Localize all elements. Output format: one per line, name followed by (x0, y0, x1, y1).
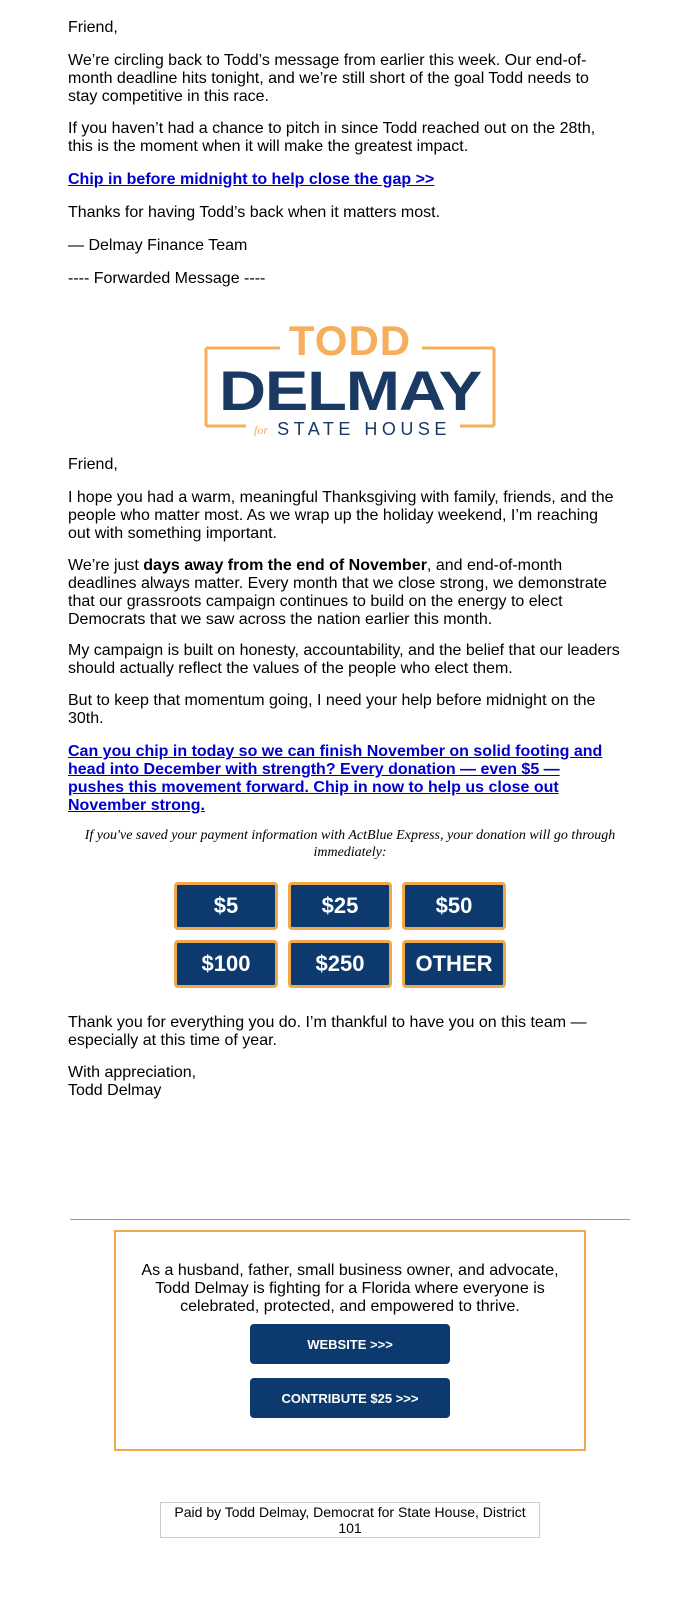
intro-cta-paragraph (68, 171, 628, 189)
letter-paragraph-4: But to keep that momentum going, I need your help before midnight on the 30th. (68, 692, 596, 727)
donate-other-button[interactable]: OTHER (402, 940, 506, 988)
logo-office: STATE HOUSE (277, 419, 451, 439)
website-button[interactable]: WEBSITE >>> (250, 1324, 450, 1364)
paid-for-by-text: Paid by Todd Delmay, Democrat for State House, District 101 (160, 1502, 540, 1538)
donate-250-button[interactable]: $250 (288, 940, 392, 988)
intro-thanks: Thanks for having Todd’s back when it matters most. (68, 204, 441, 221)
forwarded-message-divider: ---- Forwarded Message ---- (68, 270, 266, 287)
contribute-25-button[interactable]: CONTRIBUTE $25 >>> (250, 1378, 450, 1418)
actblue-express-disclaimer: If you've saved your payment information with ActBlue Express, your donation will go through immediately: (84, 828, 616, 860)
donate-25-button[interactable]: $25 (288, 882, 392, 930)
letter-sign-name: Todd Delmay (68, 1082, 162, 1099)
letter-cta-paragraph (68, 743, 613, 815)
donate-50-button[interactable]: $50 (402, 882, 506, 930)
letter-paragraph-3: My campaign is built on honesty, accountability, and the belief that our leaders should actually reflect the values of the people who elect them. (68, 642, 620, 677)
paid-for-by-disclaimer (160, 1502, 540, 1538)
letter-paragraph-2-end: , and end-of-month deadlines always matter. Every month that we close strong, we demonstrate that our grassroots campaign continues to build on the energy to elect Democrats that we saw across the nation earlier this month. (68, 557, 607, 628)
footer-bio-text: As a husband, father, small business owner, and advocate, Todd Delmay is fighting for a Florida where everyone is celebrated, protected, and empowered to thrive. (141, 1262, 559, 1315)
letter-paragraph-2-bold: days away from the end of November (143, 557, 427, 574)
intro-cta-link[interactable]: Chip in before midnight to help close the gap >> (68, 171, 435, 188)
logo-for-word: for (254, 423, 269, 437)
letter-sign-off: With appreciation, (68, 1064, 197, 1081)
intro-greeting: Friend, (68, 19, 118, 36)
letter-paragraph-2-start: We’re just (68, 557, 144, 574)
donate-5-button[interactable]: $5 (174, 882, 278, 930)
logo-first-name: TODD (288, 322, 412, 364)
letter-closing-paragraph: Thank you for everything you do. I’m thankful to have you on this team — especially at this time of year. (68, 1014, 587, 1049)
logo-last-name: DELMAY (219, 359, 482, 422)
letter-cta-link[interactable]: Can you chip in today so we can finish November on solid footing and head into December with strength? Every donation — even $5 — pushes this movement forward. Chip in now to help us close out November strong. (68, 743, 603, 814)
donate-100-button[interactable]: $100 (174, 940, 278, 988)
campaign-logo-graphic (204, 322, 496, 444)
footer-bio-box (114, 1230, 586, 1451)
letter-paragraph-2 (68, 557, 620, 629)
intro-paragraph-2: If you haven’t had a chance to pitch in since Todd reached out on the 28th, this is the moment when it will make the greatest impact. (68, 120, 596, 155)
letter-greeting: Friend, (68, 456, 118, 473)
footer-divider (70, 1219, 630, 1220)
intro-paragraph-1: We’re circling back to Todd’s message from earlier this week. Our end-of-month deadline hits tonight, and we’re still short of the goal Todd needs to stay competitive in this race. (68, 52, 589, 105)
intro-signature: — Delmay Finance Team (68, 237, 248, 254)
letter-paragraph-1: I hope you had a warm, meaningful Thanksgiving with family, friends, and the people who matter most. As we wrap up the holiday weekend, I’m reaching out with something important. (68, 489, 614, 542)
campaign-logo (0, 322, 700, 444)
